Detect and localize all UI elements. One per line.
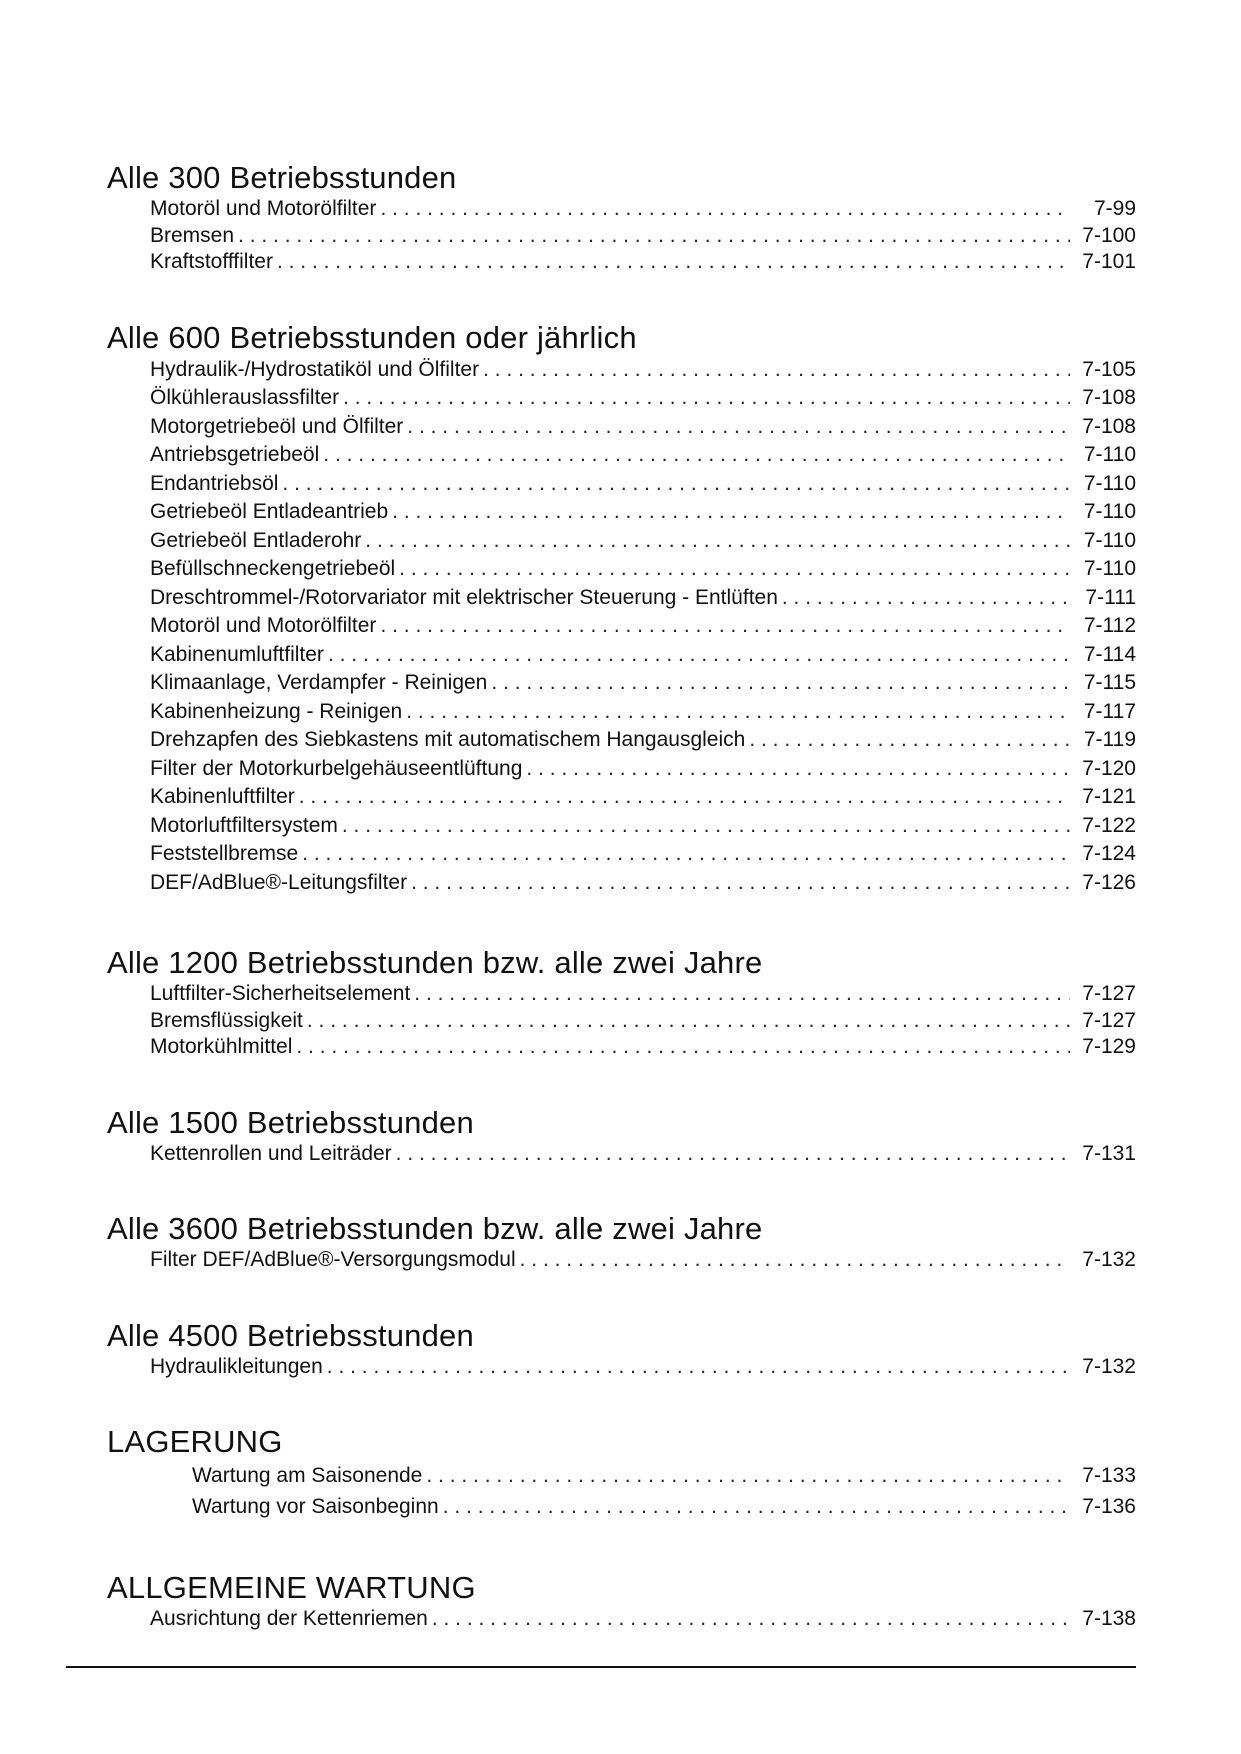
toc-entry[interactable] — [107, 1141, 1136, 1168]
entry-label: Kabinenheizung - Reinigen — [150, 699, 403, 723]
entry-label: Klimaanlage, Verdampfer - Reinigen — [150, 671, 488, 694]
section-title: Alle 1200 Betriebsstunden bzw. alle zwei Jahre — [107, 945, 763, 980]
entry-label: Kraftstofffilter — [150, 250, 273, 273]
dot-leader — [299, 783, 1070, 812]
dot-leader — [414, 981, 1070, 1008]
entry-page: 7-136 — [1082, 1495, 1136, 1518]
entry-label: Wartung am Saisonende — [192, 1464, 423, 1487]
dot-leader — [411, 869, 1070, 898]
entry-label: DEF/AdBlue®-Leitungsfilter — [150, 870, 408, 894]
entry-page: 7-132 — [1082, 1248, 1136, 1271]
entry-label: Ölkühlerauslassfilter — [150, 386, 340, 409]
dot-leader — [520, 1247, 1070, 1274]
toc-entry[interactable] — [107, 1606, 1136, 1633]
entry-label: Bremsen — [150, 223, 235, 247]
entry-label: Befüllschneckengetriebeöl — [150, 557, 396, 580]
entry-label: Antriebsgetriebeöl — [150, 443, 320, 466]
entry-page: 7-115 — [1083, 671, 1136, 694]
entry-label: Luftfilter-Sicherheitselement — [150, 982, 411, 1005]
toc-section — [107, 160, 1136, 276]
toc-entry[interactable] — [107, 555, 1136, 584]
toc-entry[interactable] — [107, 755, 1136, 784]
toc-entry[interactable] — [107, 470, 1136, 499]
entry-page: 7-99 — [1093, 197, 1136, 220]
toc-entry[interactable] — [107, 840, 1136, 869]
toc-entry[interactable] — [107, 783, 1136, 812]
entry-page: 7-100 — [1082, 223, 1136, 247]
toc-section — [107, 320, 1136, 898]
toc-entry[interactable] — [107, 1008, 1136, 1035]
toc-entry[interactable] — [107, 441, 1136, 470]
entry-page: 7-138 — [1082, 1607, 1136, 1630]
entry-page: 7-110 — [1083, 500, 1136, 523]
entry-page: 7-101 — [1082, 250, 1136, 273]
entry-label: Wartung vor Saisonbeginn — [192, 1495, 439, 1518]
entry-label: Filter DEF/AdBlue®-Versorgungsmodul — [150, 1248, 516, 1271]
toc-entry[interactable] — [107, 981, 1136, 1008]
entry-label: Bremsflüssigkeit — [150, 1008, 303, 1032]
toc-entry[interactable] — [107, 413, 1136, 442]
entry-page: 7-110 — [1083, 443, 1136, 466]
dot-leader — [399, 555, 1070, 584]
entry-label: Drehzapfen des Siebkastens mit automatischem Hangausgleich — [150, 728, 746, 751]
dot-leader — [432, 1606, 1070, 1633]
entry-label: Getriebeöl Entladerohr — [150, 528, 362, 552]
toc-entry[interactable] — [107, 1247, 1136, 1274]
entry-page: 7-132 — [1082, 1354, 1136, 1378]
table-of-contents — [107, 160, 1136, 1633]
entry-label: Motorluftfiltersystem — [150, 813, 338, 837]
dot-leader — [342, 812, 1070, 841]
toc-section — [107, 1318, 1136, 1381]
entry-page: 7-127 — [1082, 1008, 1136, 1032]
entry-page: 7-122 — [1082, 813, 1136, 837]
section-title: ALLGEMEINE WARTUNG — [107, 1570, 476, 1605]
entry-page: 7-119 — [1083, 728, 1136, 751]
section-title: Alle 1500 Betriebsstunden — [107, 1104, 474, 1140]
entry-page: 7-105 — [1082, 357, 1136, 381]
entry-page: 7-112 — [1083, 614, 1136, 637]
dot-leader — [396, 1141, 1070, 1168]
dot-leader — [277, 249, 1070, 276]
entry-page: 7-108 — [1082, 414, 1136, 438]
toc-entry[interactable] — [107, 698, 1136, 727]
toc-entry[interactable] — [107, 196, 1136, 223]
dot-leader — [327, 1354, 1070, 1381]
entry-page: 7-120 — [1082, 756, 1136, 780]
entry-page: 7-133 — [1082, 1464, 1136, 1487]
footer-rule — [66, 1666, 1136, 1668]
toc-entry[interactable] — [107, 869, 1136, 898]
dot-leader — [328, 641, 1070, 670]
entry-page: 7-110 — [1083, 528, 1136, 552]
toc-entry[interactable] — [107, 384, 1136, 413]
dot-leader — [307, 1008, 1070, 1035]
dot-leader — [443, 1491, 1070, 1522]
dot-leader — [426, 1460, 1070, 1491]
section-title: Alle 4500 Betriebsstunden — [107, 1317, 474, 1353]
toc-entry[interactable] — [107, 1491, 1136, 1522]
dot-leader — [323, 441, 1070, 470]
toc-entry[interactable] — [107, 612, 1136, 641]
toc-section — [107, 945, 1136, 1061]
dot-leader — [782, 584, 1070, 613]
dot-leader — [343, 384, 1070, 413]
entry-label: Motoröl und Motorölfilter — [150, 197, 377, 220]
entry-page: 7-131 — [1082, 1141, 1136, 1165]
entry-page: 7-129 — [1082, 1035, 1136, 1058]
toc-section — [107, 1570, 1136, 1633]
toc-entry[interactable] — [107, 527, 1136, 556]
toc-entry[interactable] — [107, 669, 1136, 698]
entry-label: Motorgetriebeöl und Ölfilter — [150, 414, 404, 438]
dot-leader — [406, 698, 1070, 727]
section-title: Alle 300 Betriebsstunden — [107, 160, 457, 195]
toc-entry[interactable] — [107, 812, 1136, 841]
dot-leader — [491, 669, 1070, 698]
entry-page: 7-114 — [1083, 642, 1136, 666]
dot-leader — [380, 612, 1070, 641]
toc-entry[interactable] — [107, 641, 1136, 670]
dot-leader — [365, 527, 1070, 556]
entry-label: Motorkühlmittel — [150, 1035, 293, 1058]
entry-page: 7-121 — [1082, 785, 1136, 808]
entry-page: 7-110 — [1083, 471, 1136, 495]
entry-label: Endantriebsöl — [150, 471, 279, 495]
section-title: Alle 600 Betriebsstunden oder jährlich — [107, 319, 637, 355]
dot-leader — [407, 413, 1070, 442]
entry-page: 7-108 — [1082, 386, 1136, 409]
dot-leader — [392, 498, 1070, 527]
entry-label: Filter der Motorkurbelgehäuseentlüftung — [150, 756, 523, 780]
section-title: LAGERUNG — [107, 1424, 283, 1459]
entry-label: Kettenrollen und Leiträder — [150, 1141, 392, 1165]
toc-entry[interactable] — [107, 726, 1136, 755]
entry-label: Feststellbremse — [150, 842, 299, 865]
entry-label: Motoröl und Motorölfilter — [150, 614, 377, 637]
toc-section — [107, 1424, 1136, 1522]
entry-page: 7-124 — [1082, 842, 1136, 865]
entry-page: 7-111 — [1085, 585, 1136, 609]
entry-page: 7-110 — [1083, 557, 1136, 580]
toc-entry[interactable] — [107, 1354, 1136, 1381]
dot-leader — [380, 196, 1070, 223]
entry-label: Hydraulik-/Hydrostatiköl und Ölfilter — [150, 357, 480, 381]
toc-entry[interactable] — [107, 1034, 1136, 1061]
toc-entry[interactable] — [107, 584, 1136, 613]
toc-entry[interactable] — [107, 498, 1136, 527]
dot-leader — [238, 223, 1070, 250]
entry-label: Dreschtrommel-/Rotorvariator mit elektrischer Steuerung - Entlüften — [150, 585, 778, 609]
toc-entry[interactable] — [107, 356, 1136, 385]
entry-page: 7-126 — [1082, 870, 1136, 894]
toc-entry[interactable] — [107, 249, 1136, 276]
dot-leader — [526, 755, 1070, 784]
dot-leader — [483, 356, 1070, 385]
dot-leader — [296, 1034, 1070, 1061]
entry-page: 7-127 — [1082, 982, 1136, 1005]
entry-page: 7-117 — [1083, 699, 1136, 723]
entry-label: Getriebeöl Entladeantrieb — [150, 500, 389, 523]
toc-section — [107, 1211, 1136, 1274]
entry-label: Kabinenumluftfilter — [150, 642, 324, 666]
dot-leader — [749, 726, 1070, 755]
entry-label: Kabinenluftfilter — [150, 785, 295, 808]
toc-entry[interactable] — [107, 1460, 1136, 1491]
dot-leader — [302, 840, 1070, 869]
toc-section — [107, 1105, 1136, 1168]
entry-label: Ausrichtung der Kettenriemen — [150, 1607, 428, 1630]
entry-label: Hydraulikleitungen — [150, 1354, 323, 1378]
dot-leader — [282, 470, 1070, 499]
toc-entry[interactable] — [107, 223, 1136, 250]
section-title: Alle 3600 Betriebsstunden bzw. alle zwei Jahre — [107, 1211, 763, 1246]
